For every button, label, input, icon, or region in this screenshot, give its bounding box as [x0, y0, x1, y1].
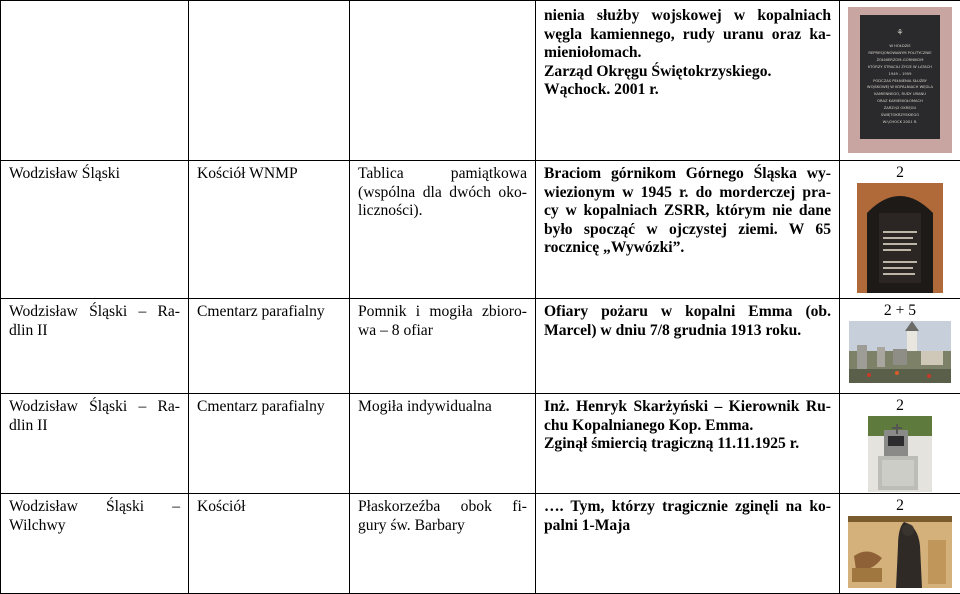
inscription-line: wiezionym w 1945 r. do morderczej pra-: [544, 184, 831, 203]
object-cell: [350, 299, 536, 394]
site-cell: Kościół: [189, 494, 350, 594]
inscription-line: cy w kopalniach ZSRR, którym nie dane: [544, 202, 831, 221]
table-row: [1, 494, 960, 594]
inscription-line: rocznicę „Wywózki”.: [544, 239, 831, 258]
inscription-line: Zginął śmiercią tragiczną 11.11.1925 r.: [544, 435, 831, 454]
plaque-line: WOJSKOWEJ W KOPALNIACH WĘGLA: [862, 84, 938, 91]
svg-text:⚘: ⚘: [896, 28, 903, 37]
plaque-line: ORAZ KAMIENIOŁOMACH: [862, 98, 938, 105]
inscription-cell: [536, 161, 840, 299]
place-line: Wodzisław Śląski – Ra-: [9, 303, 180, 322]
inscription-line: …. Tym, którzy tragicznie zginęli na ko-: [544, 498, 831, 517]
grave-graphic: [868, 416, 932, 492]
object-line: Płaskorzeźba obok fi-: [358, 498, 527, 517]
inscription-line: mieniołomach.: [544, 44, 831, 63]
plaque-line: KAMIENNEGO, RUDY URANU: [862, 91, 938, 98]
memorial-plaque-photo: [848, 7, 952, 153]
inscription-cell: [536, 1, 840, 161]
object-line: Tablica pamiątkowa: [358, 165, 527, 184]
inscription-cell: [536, 299, 840, 394]
site-cell: Cmentarz parafialny: [189, 394, 350, 494]
object-cell: [350, 161, 536, 299]
bas-relief-graphic: [848, 516, 952, 588]
object-line: liczności).: [358, 202, 527, 221]
object-line: wa – 8 ofiar: [358, 322, 527, 341]
place-cell: [1, 1, 189, 161]
table-row: [1, 394, 960, 494]
object-cell: [350, 1, 536, 161]
object-cell: [350, 494, 536, 594]
plaque-line: REPRESJONOWANYM POLITYCZNIE: [862, 50, 938, 57]
plaque-line: 1949 – 1959: [862, 71, 938, 78]
photo-cell: [840, 161, 960, 299]
photo-cell: [840, 299, 960, 394]
plaque-line: PODCZAS PEŁNIENIA SŁUŻBY: [862, 78, 938, 85]
table-row: [1, 299, 960, 394]
inscription-cell: [536, 394, 840, 494]
photo-cell: [840, 494, 960, 594]
place-line: dlin II: [9, 322, 180, 341]
grave-photo: [868, 416, 932, 492]
inscription-line: Zarząd Okręgu Świętokrzyskiego.: [544, 63, 831, 82]
place-cell: Wodzisław Śląski: [1, 161, 189, 299]
place-cell: [1, 299, 189, 394]
site-cell: [189, 1, 350, 161]
inscription-cell: [536, 494, 840, 594]
photo-count: 2: [842, 396, 958, 416]
plaque-line: W HOŁDZIE: [862, 43, 938, 50]
inscription-line: palni 1-Maja: [544, 517, 831, 536]
place-cell: [1, 394, 189, 494]
inscription-line: było spocząć w ojczystej ziemi. W 65: [544, 221, 831, 240]
plaque-line: KTÓRZY STRACILI ŻYCIE W LATACH: [862, 64, 938, 71]
photo-count: 2 + 5: [842, 301, 958, 321]
plaque-lettering: [862, 43, 938, 126]
cemetery-photo: [849, 321, 951, 383]
photo-cell: [840, 1, 960, 161]
site-cell: Cmentarz parafialny: [189, 299, 350, 394]
object-line: Pomnik i mogiła zbioro-: [358, 303, 527, 322]
plaque-line: ZARZĄD OKRĘGU: [862, 105, 938, 112]
site-cell: Kościół WNMP: [189, 161, 350, 299]
inscription-line: nienia służby wojskowej w kopalniach: [544, 7, 831, 26]
photo-cell: [840, 394, 960, 494]
inscription-line: Ofiary pożaru w kopalni Emma (ob.: [544, 303, 831, 322]
photo-count: 2: [842, 163, 958, 183]
bas-relief-photo: [848, 516, 952, 588]
inscription-line: Inż. Henryk Skarżyński – Kierownik Ru-: [544, 398, 831, 417]
church-plaque-photo: [857, 183, 943, 293]
place-line: Wodzisław Śląski – Ra-: [9, 398, 180, 417]
gothic-arch-plaque-graphic: [857, 183, 943, 293]
plaque-line: ŻOŁNIERZOM-GÓRNIKOM: [862, 57, 938, 64]
cemetery-graphic: [849, 321, 951, 383]
inscription-line: chu Kopalnianego Kop. Emma.: [544, 417, 831, 436]
inscription-line: węgla kamiennego, rudy uranu oraz ka-: [544, 26, 831, 45]
table-row: [1, 161, 960, 299]
photo-count: 2: [842, 496, 958, 516]
object-line: gury św. Barbary: [358, 517, 527, 536]
object-line: (wspólna dla dwóch oko-: [358, 184, 527, 203]
inscription-line: Wąchock. 2001 r.: [544, 81, 831, 100]
plaque-line: WĄCHOCK 2001 R.: [862, 119, 938, 126]
place-line: dlin II: [9, 417, 180, 436]
table-row: [1, 1, 960, 161]
place-cell: [1, 494, 189, 594]
object-cell: Mogiła indywidualna: [350, 394, 536, 494]
plaque-line: ŚWIĘTOKRZYSKIEGO: [862, 112, 938, 119]
inscription-line: Braciom górnikom Górnego Śląska wy-: [544, 165, 831, 184]
place-line: Wodzisław Śląski –: [9, 498, 180, 517]
place-line: Wilchwy: [9, 517, 180, 536]
inscription-line: Marcel) w dniu 7/8 grudnia 1913 roku.: [544, 322, 831, 341]
